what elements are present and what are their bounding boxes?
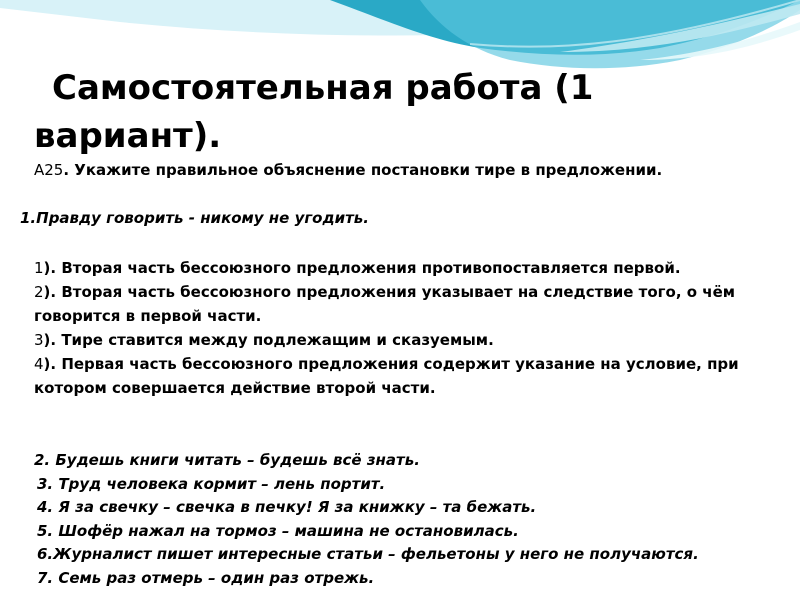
option-number: 4 — [34, 355, 44, 373]
slide-title — [34, 64, 754, 160]
title-line-1: Самостоятельная работа (1 — [52, 68, 594, 108]
example-item: 2. Будешь книги читать – будешь всё знать. — [34, 451, 420, 469]
example-sentence: 1.Правду говорить - никому не угодить. — [20, 209, 369, 227]
answer-options — [34, 256, 774, 400]
example-sentences-list — [34, 449, 774, 590]
option-number: 2 — [34, 283, 44, 301]
title-line-2: вариант). — [34, 116, 222, 156]
task-prompt — [34, 160, 662, 180]
option-number: 1 — [34, 259, 44, 277]
option-text: ). Первая часть бессоюзного предложения содержит указание на условие, при котором совершается действие второй части. — [34, 355, 739, 397]
answer-option — [34, 256, 774, 280]
example-item: 6.Журналист пишет интересные статьи – фельетоны у него не получаются. — [37, 545, 699, 563]
answer-option — [34, 328, 774, 352]
example-item: 3. Труд человека кормит – лень портит. — [37, 474, 386, 493]
task-text: . Укажите правильное объяснение постановки тире в предложении. — [63, 161, 663, 179]
task-number: А25 — [34, 161, 64, 179]
option-text: ). Вторая часть бессоюзного предложения противопоставляется первой. — [43, 259, 681, 277]
option-text: ). Вторая часть бессоюзного предложения указывает на следствие того, о чём говорится в первой части. — [34, 283, 735, 325]
answer-option — [34, 280, 774, 328]
answer-option — [34, 352, 774, 400]
example-item: 5. Шофёр нажал на тормоз – машина не остановилась. — [37, 521, 519, 540]
option-number: 3 — [34, 331, 44, 349]
example-item: 7. Семь раз отмерь – один раз отрежь. — [37, 568, 375, 587]
option-text: ). Тире ставится между подлежащим и сказуемым. — [43, 331, 494, 349]
example-item: 4. Я за свечку – свечка в печку! Я за книжку – та бежать. — [37, 498, 537, 516]
